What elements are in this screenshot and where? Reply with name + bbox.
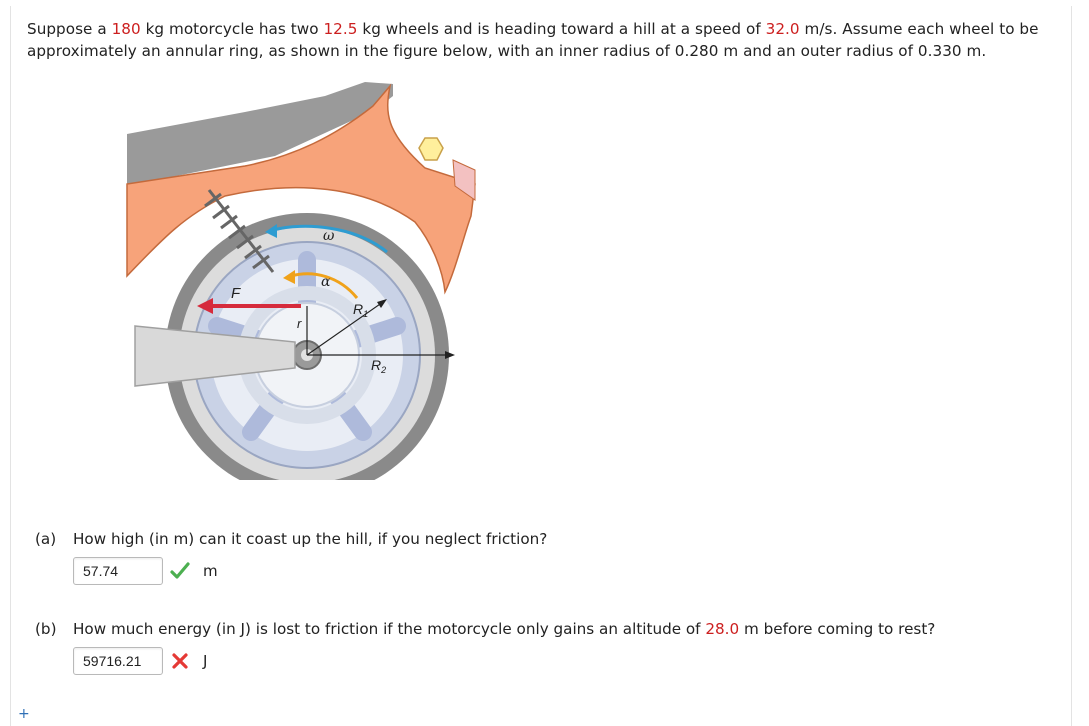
expand-plus-icon[interactable]: +: [18, 706, 30, 722]
part-b-answer-row: [73, 647, 207, 675]
part-b-text: How much energy (in J) is lost to friction if the motorcycle only gains an altitude of: [73, 620, 706, 638]
problem-statement: [27, 18, 1067, 62]
x-icon: [169, 650, 191, 672]
given-mass: 180: [111, 20, 141, 38]
reflector: [419, 138, 443, 160]
part-b-label: (b): [35, 620, 57, 638]
given-altitude: 28.0: [705, 620, 740, 638]
part-a-question: [35, 530, 547, 548]
part-a-text: How high (in m) can it coast up the hill, if you neglect friction?: [73, 530, 548, 548]
r-label: r: [297, 316, 302, 331]
r2-label: R: [371, 357, 382, 373]
part-a-unit: m: [203, 562, 218, 580]
given-wheel-mass: 12.5: [323, 20, 358, 38]
alpha-label: α: [321, 274, 331, 290]
part-b-question: [35, 620, 935, 638]
r2-subscript: 2: [381, 365, 387, 375]
question-panel: [10, 6, 1072, 726]
problem-text: Suppose a: [27, 20, 112, 38]
part-a-label: (a): [35, 530, 57, 548]
motorcycle-wheel-figure: [125, 76, 485, 480]
r1-label: R: [353, 301, 364, 317]
given-speed: 32.0: [765, 20, 800, 38]
r1-subscript: 1: [363, 309, 369, 319]
part-a-answer-row: [73, 557, 218, 585]
omega-label: ω: [323, 228, 335, 244]
part-b-text-end: m before coming to rest?: [739, 620, 936, 638]
part-a-answer-input[interactable]: [73, 557, 163, 585]
problem-text: kg wheels and is heading toward a hill at a speed of: [357, 20, 766, 38]
part-b-unit: J: [203, 652, 208, 670]
problem-text: m/s. Assume each wheel to be approximately an annular ring, as shown in the figure below, with an inner radius of 0.280 m and an outer radius of 0.330 m.: [27, 20, 1039, 60]
part-b-answer-input[interactable]: [73, 647, 163, 675]
problem-text: kg motorcycle has two: [140, 20, 324, 38]
check-icon: [169, 560, 191, 582]
force-label: F: [231, 285, 241, 302]
